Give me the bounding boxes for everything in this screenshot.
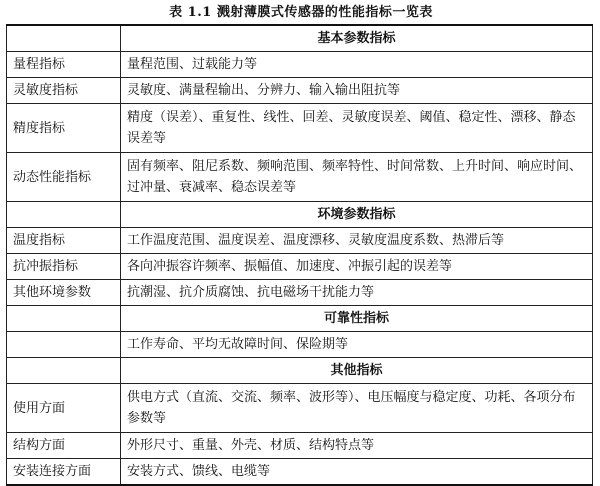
table-row bbox=[7, 280, 593, 306]
row-content: 工作温度范围、温度误差、温度漂移、灵敏度温度系数、热滞后等 bbox=[121, 228, 593, 254]
table-row bbox=[7, 228, 593, 254]
row-label: 温度指标 bbox=[7, 228, 121, 254]
row-content: 供电方式（直流、交流、频率、波形等）、电压幅度与稳定度、功耗、各项分布参数等 bbox=[121, 384, 593, 433]
row-label: 灵敏度指标 bbox=[7, 78, 121, 104]
row-label: 精度指标 bbox=[7, 104, 121, 153]
row-content: 抗潮湿、抗介质腐蚀、抗电磁场干扰能力等 bbox=[121, 280, 593, 306]
row-label: 量程指标 bbox=[7, 52, 121, 78]
row-label: 安装连接方面 bbox=[7, 459, 121, 486]
table-caption: 表 1.1 溅射薄膜式传感器的性能指标一览表 bbox=[169, 5, 433, 20]
section-header-row bbox=[7, 306, 593, 332]
table-row bbox=[7, 153, 593, 202]
section-header-row bbox=[7, 25, 593, 52]
row-content: 精度（误差）、重复性、线性、回差、灵敏度误差、阈值、稳定性、漂移、静态误差等 bbox=[121, 104, 593, 153]
row-label bbox=[7, 332, 121, 358]
section-header-row bbox=[7, 202, 593, 228]
section-title-basic: 基本参数指标 bbox=[121, 25, 593, 52]
table-row bbox=[7, 332, 593, 358]
row-content: 安装方式、馈线、电缆等 bbox=[121, 459, 593, 486]
table-row bbox=[7, 254, 593, 280]
row-content: 外形尺寸、重量、外壳、材质、结构特点等 bbox=[121, 433, 593, 459]
empty-cell bbox=[7, 358, 121, 384]
row-label: 结构方面 bbox=[7, 433, 121, 459]
row-label: 抗冲振指标 bbox=[7, 254, 121, 280]
table-row bbox=[7, 459, 593, 486]
row-content: 量程范围、过载能力等 bbox=[121, 52, 593, 78]
row-content: 固有频率、阻尼系数、频响范围、频率特性、时间常数、上升时间、响应时间、过冲量、衰减率、稳态误差等 bbox=[121, 153, 593, 202]
empty-cell bbox=[7, 306, 121, 332]
table-row bbox=[7, 104, 593, 153]
section-title-other: 其他指标 bbox=[121, 358, 593, 384]
table-row bbox=[7, 52, 593, 78]
table-row bbox=[7, 433, 593, 459]
row-label: 使用方面 bbox=[7, 384, 121, 433]
row-content: 工作寿命、平均无故障时间、保险期等 bbox=[121, 332, 593, 358]
table-row bbox=[7, 78, 593, 104]
performance-index-table bbox=[6, 24, 593, 486]
empty-cell bbox=[7, 202, 121, 228]
table-row bbox=[7, 384, 593, 433]
row-label: 动态性能指标 bbox=[7, 153, 121, 202]
row-content: 各向冲振容许频率、振幅值、加速度、冲振引起的误差等 bbox=[121, 254, 593, 280]
section-title-environment: 环境参数指标 bbox=[121, 202, 593, 228]
section-title-reliability: 可靠性指标 bbox=[121, 306, 593, 332]
row-label: 其他环境参数 bbox=[7, 280, 121, 306]
row-content: 灵敏度、满量程输出、分辨力、输入输出阻抗等 bbox=[121, 78, 593, 104]
section-header-row bbox=[7, 358, 593, 384]
empty-cell bbox=[7, 25, 121, 52]
